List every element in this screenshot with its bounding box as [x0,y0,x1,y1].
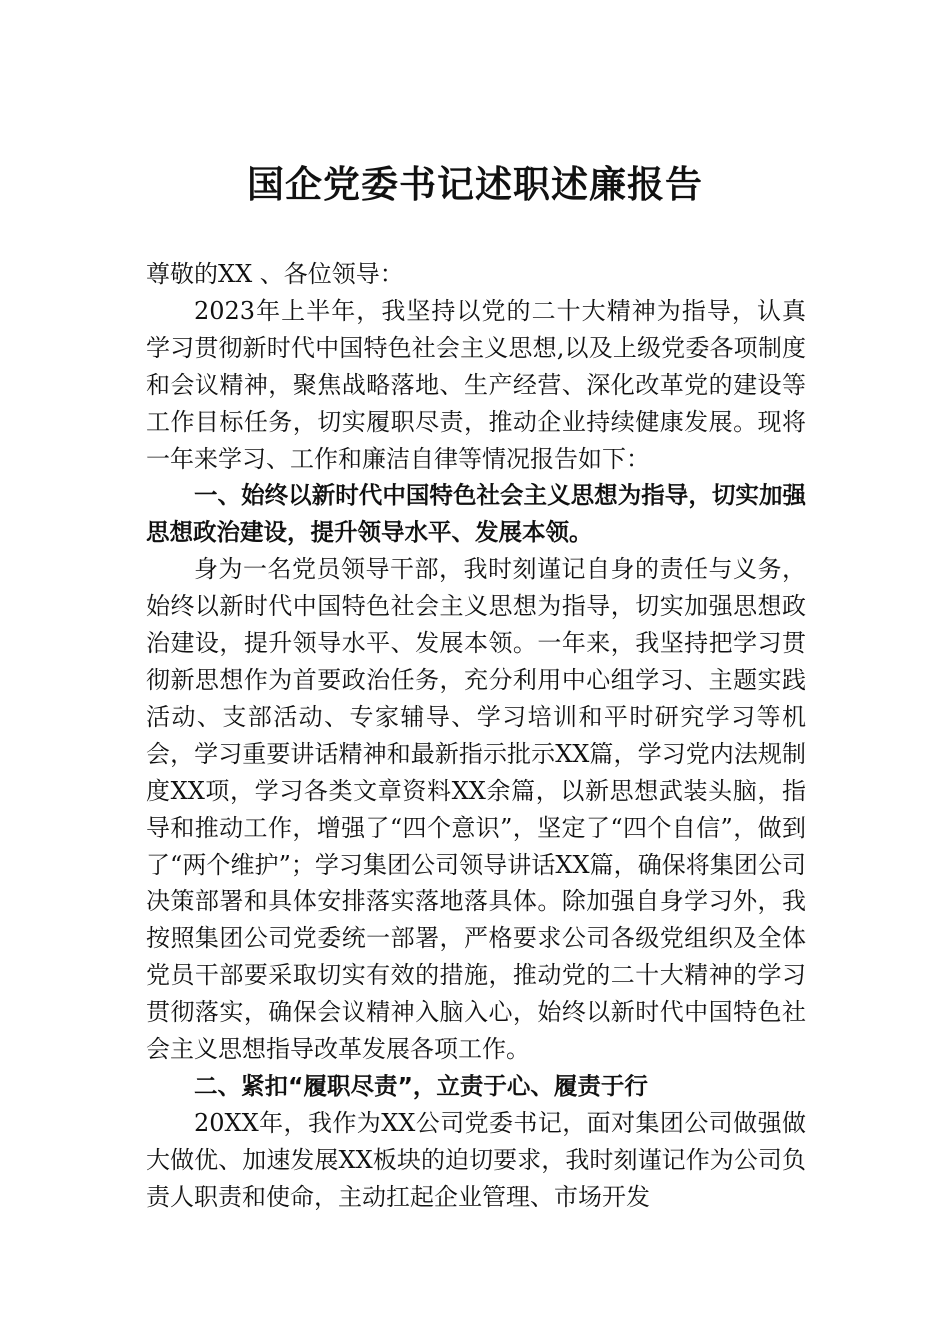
intro-paragraph: 2023年上半年，我坚持以党的二十大精神为指导，认真学习贯彻新时代中国特色社会主义思想,以及上级党委各项制度和会议精神，聚焦战略落地、生产经营、深化改革党的建设等工作目标任务，切实履职尽责，推动企业持续健康发展。现将一年来学习、工作和廉洁自律等情况报告如下： [146,296,806,473]
section-heading-2: 二、紧扣“履职尽责”，立责于心、履责于行 [194,1071,648,1100]
section-1-paragraph: 身为一名党员领导干部，我时刻谨记自身的责任与义务，始终以新时代中国特色社会主义思想为指导，切实加强思想政治建设，提升领导水平、发展本领。一年来，我坚持把学习贯彻新思想作为首要政治任务，充分利用中心组学习、主题实践活动、支部活动、专家辅导、学习培训和平时研究学习等机会，学习重要讲话精神和最新指示批示XX篇，学习党内法规制度XX项，学习各类文章资料XX余篇，以新思想武装头脑，指导和推动工作，增强了“四个意识”，坚定了“四个自信”，做到了“两个维护”；学习集团公司领导讲话XX篇，确保将集团公司决策部署和具体安排落实落地落具体。除加强自身学习外，我按照集团公司党委统一部署，严格要求公司各级党组织及全体党员干部要采取切实有效的措施，推动党的二十大精神的学习贯彻落实，确保会议精神入脑入心，始终以新时代中国特色社会主义思想指导改革发展各项工作。 [146,555,806,1064]
document-title: 国企党委书记述职述廉报告 [247,162,703,206]
salutation: 尊敬的XX 、各位领导： [146,260,404,288]
section-2-paragraph: 20XX年，我作为XX公司党委书记，面对集团公司做强做大做优、加速发展XX板块的迫切要求，我时刻谨记作为公司负责人职责和使命，主动扛起企业管理、市场开发 [146,1108,806,1211]
document-body [146,256,806,1216]
section-heading-1: 一、始终以新时代中国特色社会主义思想为指导，切实加强思想政治建设，提升领导水平、发展本领。 [146,481,806,547]
